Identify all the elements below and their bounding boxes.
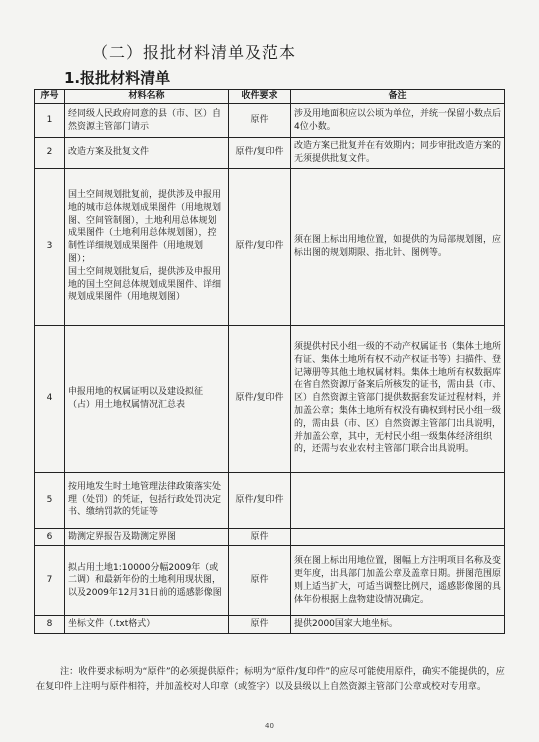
row-requirement: 原件	[229, 528, 291, 546]
row-remarks: 提供2000国家大地坐标。	[291, 616, 505, 634]
row-no: 5	[35, 472, 65, 528]
row-remarks: 须在图上标出用地位置，图幅上方注明项目名称及变更年度，出具部门加盖公章及盖章日期。拼图范围原则上适当扩大，可适当调整比例尺，遥感影像图的具体年份根据上盘物建设情况确定。	[291, 546, 505, 616]
table-row	[35, 104, 505, 138]
table-row	[35, 616, 505, 634]
table-row	[35, 138, 505, 169]
row-requirement: 原件/复印件	[229, 168, 291, 325]
row-material-name: 拟占用土地1:10000分幅2009年（或二调）和最新年份的土地利用现状图，以及2009年12月31日前的遥感影像图	[65, 546, 229, 616]
row-no: 8	[35, 616, 65, 634]
row-material-name: 坐标文件（.txt格式）	[65, 616, 229, 634]
row-remarks: 涉及用地面积应以公顷为单位，并统一保留小数点后4位小数。	[291, 104, 505, 138]
row-requirement: 原件/复印件	[229, 325, 291, 472]
row-requirement: 原件/复印件	[229, 138, 291, 169]
row-no: 7	[35, 546, 65, 616]
header-material-name: 材料名称	[65, 90, 229, 104]
page-number: 40	[265, 722, 274, 730]
row-material-name: 国土空间规划批复前，提供涉及申报用地的城市总体规划成果图件（用地规划图、空间管制图），土地利用总体规划成果图件（土地利用总体规划图），控制性详细规划成果图件（用地规划图）； 国土空间规划批复后，提供涉及申报用地的国土空间总体规划成果图件、详细规划成果图件（用地规划图）	[65, 168, 229, 325]
row-requirement: 原件	[229, 616, 291, 634]
row-requirement: 原件	[229, 546, 291, 616]
table-row	[35, 325, 505, 472]
row-remarks	[291, 528, 505, 546]
row-remarks: 须提供村民小组一级的不动产权属证书（集体土地所有证、集体土地所有权不动产权证书等）扫描件、登记簿册等其他土地权属材料。集体土地所有权数据库在省自然资源厅备案后所核发的证书，需由县（市、区）自然资源主管部门提供数据套发证过程材料，并加盖公章；集体土地所有权没有确权到村民小组一级的，需由县（市、区）自然资源主管部门出具说明，并加盖公章，其中，无村民小组一级集体经济组织的，还需与农业农村主管部门联合出具说明。	[291, 325, 505, 472]
row-requirement: 原件/复印件	[229, 472, 291, 528]
table-header-row	[35, 90, 505, 104]
row-material-name: 改造方案及批复文件	[65, 138, 229, 169]
header-remarks: 备注	[291, 90, 505, 104]
footnote: 注：收件要求标明为“原件”的必须提供原件；标明为“原件/复印件”的应尽可能使用原件，确实不能提供的，应在复印件上注明与原件相符，并加盖校对人印章（或签字）以及县级以上自然资源主管部门公章或校对专用章。	[36, 666, 505, 692]
table-row	[35, 472, 505, 528]
row-material-name: 申报用地的权属证明以及建设拟征（占）用土地权属情况汇总表	[65, 325, 229, 472]
list-title: 1.报批材料清单	[64, 69, 171, 87]
header-requirement: 收件要求	[229, 90, 291, 104]
row-remarks: 改造方案已批复并在有效期内；同步审批改造方案的无须提供批复文件。	[291, 138, 505, 169]
row-no: 4	[35, 325, 65, 472]
row-remarks	[291, 472, 505, 528]
row-requirement: 原件	[229, 104, 291, 138]
row-remarks: 须在图上标出用地位置，如提供的为局部规划图，应标出图的规划期限、指北针、图例等。	[291, 168, 505, 325]
row-material-name: 经同级人民政府同意的县（市、区）自然资源主管部门请示	[65, 104, 229, 138]
row-material-name: 按用地发生时土地管理法律政策落实处理（处罚）的凭证，包括行政处罚决定书、缴纳罚款的凭证等	[65, 472, 229, 528]
row-no: 1	[35, 104, 65, 138]
header-no: 序号	[35, 90, 65, 104]
section-title: （二）报批材料清单及范本	[92, 43, 297, 62]
materials-table	[34, 89, 505, 634]
row-no: 6	[35, 528, 65, 546]
table-row	[35, 546, 505, 616]
table-row	[35, 528, 505, 546]
row-material-name: 勘测定界报告及勘测定界图	[65, 528, 229, 546]
table-row	[35, 168, 505, 325]
row-no: 2	[35, 138, 65, 169]
row-no: 3	[35, 168, 65, 325]
